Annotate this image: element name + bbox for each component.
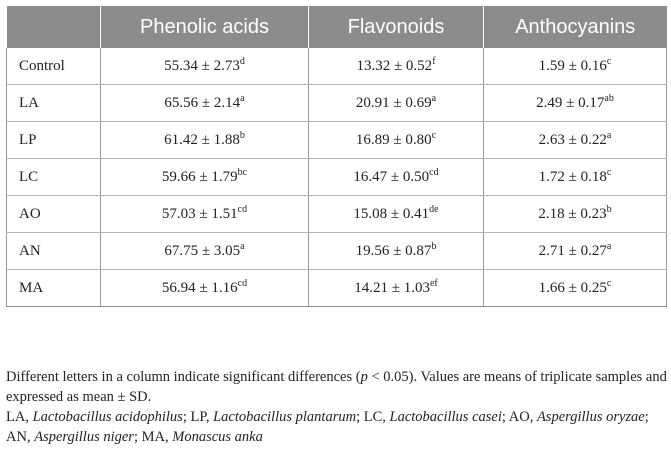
table-cell [309, 196, 484, 233]
row-label: AO [7, 196, 101, 233]
cell-value: 55.34 ± 2.73 [164, 57, 240, 74]
table-header-row [7, 6, 667, 48]
table-cell [101, 48, 309, 85]
table-cell [309, 85, 484, 122]
cell-value: 14.21 ± 1.03 [354, 279, 430, 296]
significance-letter: cd [237, 203, 248, 215]
table-cell [484, 48, 667, 85]
significance-letter: c [606, 55, 612, 67]
cell-value: 2.49 ± 0.17 [536, 94, 605, 111]
p-symbol: p [360, 369, 368, 385]
table-row [7, 233, 667, 270]
abbreviation-name: Aspergillus oryzae [536, 409, 645, 425]
significance-letter: c [606, 277, 612, 289]
table-cell [484, 159, 667, 196]
table-cell [101, 85, 309, 122]
significance-letter: a [240, 240, 245, 252]
table-cell [309, 270, 484, 307]
table-body [7, 48, 667, 307]
significance-letter: a [606, 129, 612, 141]
significance-letter: b [606, 203, 612, 215]
table-row [7, 48, 667, 85]
abbreviation-name: Lactobacillus casei [389, 409, 502, 425]
abbreviation-name: Lactobacillus plantarum [213, 409, 357, 425]
cell-value: 16.89 ± 0.80 [355, 131, 432, 148]
table-row [7, 122, 667, 159]
table-row [7, 270, 667, 307]
cell-value: 13.32 ± 0.52 [356, 57, 433, 74]
row-label: Control [7, 48, 101, 85]
table-cell [484, 196, 667, 233]
cell-value: 15.08 ± 0.41 [353, 205, 430, 222]
significance-letter: a [240, 92, 245, 104]
abbreviation-code: MA [141, 429, 165, 445]
table-cell [309, 122, 484, 159]
cell-value: 67.75 ± 3.05 [164, 242, 241, 259]
header-phenolic-acids: Phenolic acids [101, 6, 309, 48]
table-cell [309, 233, 484, 270]
cell-value: 2.71 ± 0.27 [538, 242, 607, 259]
cell-value: 19.56 ± 0.87 [355, 242, 432, 259]
table-cell [484, 233, 667, 270]
significance-letter: f [432, 55, 436, 67]
cell-value: 1.59 ± 0.16 [538, 57, 607, 74]
header-flavonoids: Flavonoids [309, 6, 484, 48]
cell-value: 61.42 ± 1.88 [164, 131, 240, 148]
significance-letter: cd [429, 166, 439, 178]
results-table [6, 6, 667, 307]
table-row [7, 85, 667, 122]
cell-value: 1.66 ± 0.25 [538, 279, 607, 296]
table-row [7, 159, 667, 196]
significance-letter: d [239, 55, 245, 67]
significance-letter: ef [429, 277, 438, 289]
row-label: MA [7, 270, 101, 307]
table-cell [309, 159, 484, 196]
significance-letter: cd [237, 277, 248, 289]
table-cell [101, 159, 309, 196]
table-footnote [6, 367, 668, 447]
significance-text-post: < 0.05). Values are means of triplicate samples and expressed as mean ± SD. [6, 369, 667, 405]
table-cell [101, 122, 309, 159]
cell-value: 57.03 ± 1.51 [161, 205, 238, 222]
significance-note [6, 367, 668, 407]
significance-letter: a [431, 92, 437, 104]
significance-letter: bc [237, 166, 248, 178]
row-label: AN [7, 233, 101, 270]
table-cell [484, 85, 667, 122]
abbreviations-note: LA, Lactobacillus acidophilus; LP, Lactobacillus plantarum; LC, Lactobacillus casei; AO, Aspergillus oryzae; AN, Aspergillus niger; MA, Monascus anka [6, 409, 649, 445]
significance-letter: b [239, 129, 245, 141]
significance-letter: de [429, 203, 439, 215]
cell-value: 20.91 ± 0.69 [355, 94, 432, 111]
header-sample [7, 6, 101, 48]
table-cell [484, 122, 667, 159]
cell-value: 2.63 ± 0.22 [538, 131, 607, 148]
abbreviation-name: Aspergillus niger [34, 429, 134, 445]
significance-letter: a [606, 240, 612, 252]
abbreviation-name: Monascus anka [172, 429, 263, 445]
abbreviation-code: LA [6, 409, 26, 425]
table-row [7, 196, 667, 233]
cell-value: 65.56 ± 2.14 [164, 94, 241, 111]
significance-letter: ab [604, 92, 614, 104]
table-cell [309, 48, 484, 85]
table-cell [101, 233, 309, 270]
table-cell [484, 270, 667, 307]
row-label: LA [7, 85, 101, 122]
header-anthocyanins: Anthocyanins [484, 6, 667, 48]
cell-value: 59.66 ± 1.79 [161, 168, 238, 185]
cell-value: 1.72 ± 0.18 [538, 168, 607, 185]
significance-text-pre: Different letters in a column indicate significant differences ( [6, 369, 361, 385]
abbreviation-code: LP [190, 409, 206, 425]
significance-letter: c [431, 129, 437, 141]
abbreviation-code: AO [508, 409, 530, 425]
abbreviation-code: LC [363, 409, 383, 425]
significance-letter: c [606, 166, 612, 178]
significance-letter: b [431, 240, 437, 252]
table-cell [101, 270, 309, 307]
abbreviation-name: Lactobacillus acidophilus [32, 409, 183, 425]
cell-value: 16.47 ± 0.50 [353, 168, 430, 185]
row-label: LP [7, 122, 101, 159]
table-cell [101, 196, 309, 233]
row-label: LC [7, 159, 101, 196]
cell-value: 2.18 ± 0.23 [538, 205, 607, 222]
cell-value: 56.94 ± 1.16 [161, 279, 238, 296]
abbreviation-code: AN [6, 429, 27, 445]
